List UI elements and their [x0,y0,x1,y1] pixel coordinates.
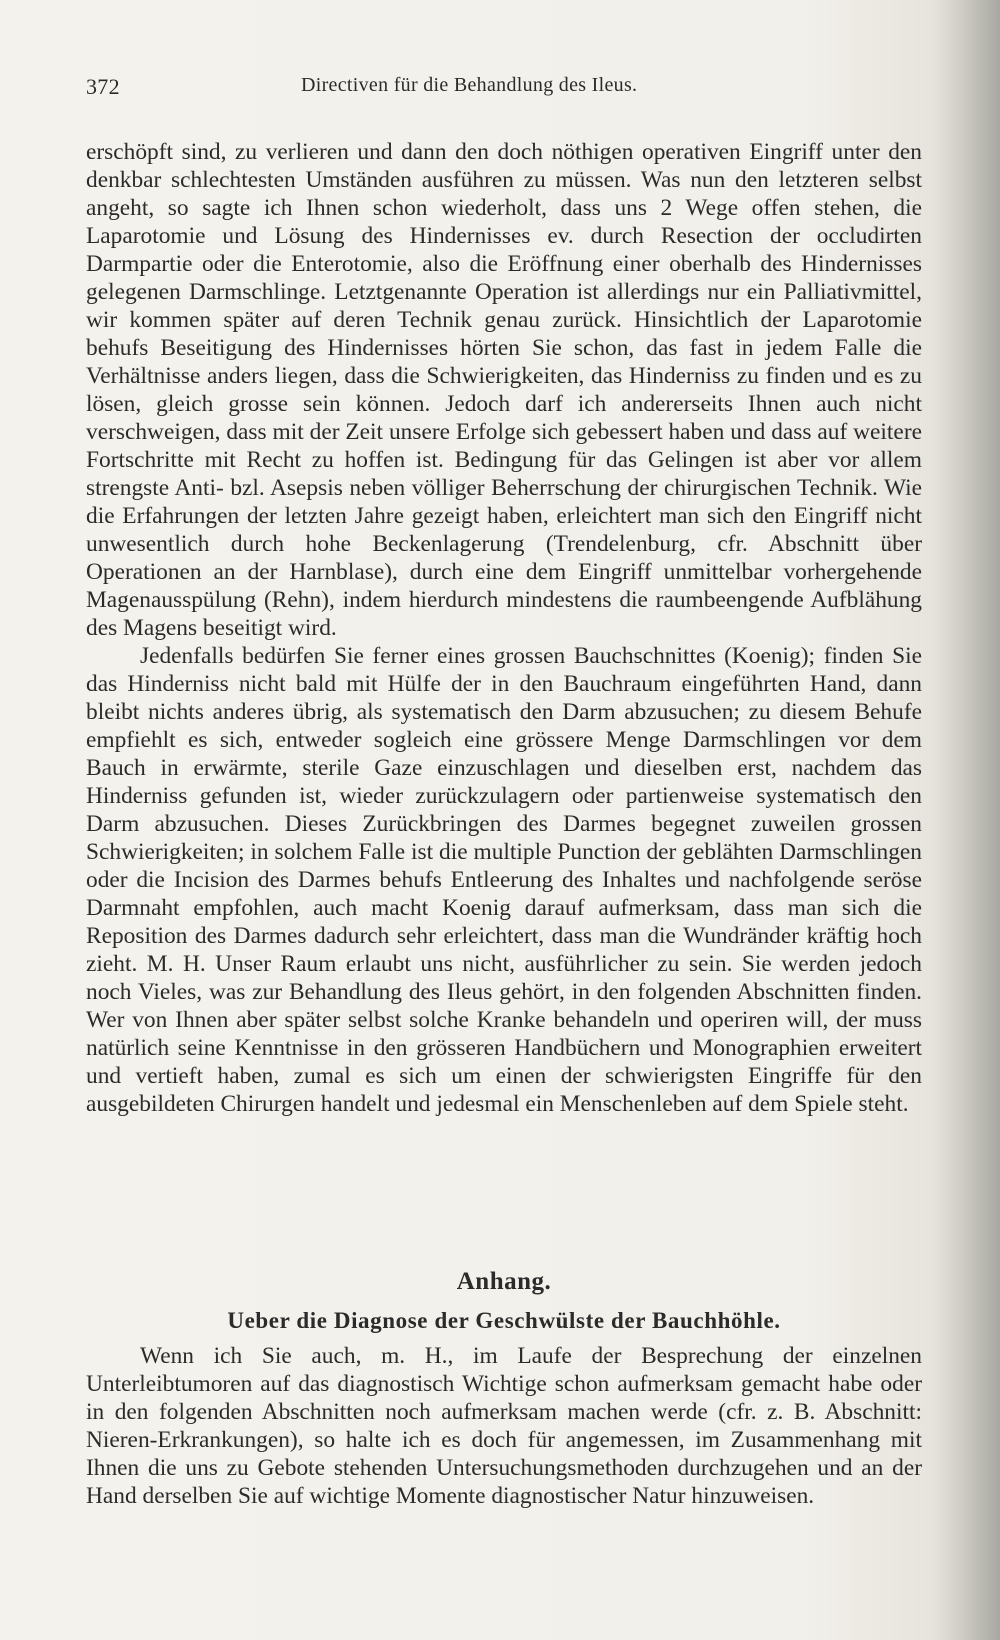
appendix-subtitle: Ueber die Diagnose der Geschwülste der Bauchhöhle. [227,1308,781,1333]
appendix-title: Anhang. [456,1268,552,1295]
appendix-section [86,1268,922,1510]
paragraph: Jedenfalls bedürfen Sie ferner eines grossen Bauchschnittes (Koenig); finden Sie das Hinderniss nicht bald mit Hülfe der in den Bauchraum eingeführten Hand, dann bleibt nichts anderes übrig, als systematisch den Darm abzusuchen; zu diesem Behufe empfiehlt es sich, entweder sogleich eine grössere Menge Darmschlingen vor dem Bauch in erwärmte, sterile Gaze einzuschlagen und dieselben erst, nachdem das Hinderniss gefunden ist, wieder zurückzulagern oder partienweise systematisch den Darm abzusuchen. Dieses Zurückbringen des Darmes begegnet zuweilen grossen Schwierigkeiten; in solchem Falle ist die multiple Punction der geblähten Darmschlingen oder die Incision des Darmes behufs Entleerung des Inhaltes und nachfolgende seröse Darmnaht empfohlen, auch macht Koenig darauf aufmerksam, dass man sich die Reposition des Darmes dadurch sehr erleichtert, dass man die Wundränder kräftig hoch zieht. M. H. Unser Raum erlaubt uns nicht, ausführlicher zu sein. Sie werden jedoch noch Vieles, was zur Behandlung des Ileus gehört, in den folgenden Abschnitten finden. Wer von Ihnen aber später selbst solche Kranke behandeln und operiren will, der muss natürlich seine Kenntnisse in den grösseren Handbüchern und Monographien erweitert und vertieft haben, zumal es sich um einen der schwierigsten Eingriffe für den ausgebildeten Chirurgen handelt und jedesmal ein Menschenleben auf dem Spiele steht. [86,643,922,1117]
paragraph: erschöpft sind, zu verlieren und dann den doch nöthigen operativen Eingriff unter den denkbar schlechtesten Umständen ausführen zu müssen. Was nun den letzteren selbst angeht, so sagte ich Ihnen schon wiederholt, dass uns 2 Wege offen stehen, die Laparotomie und Lösung des Hindernisses ev. durch Resection der occludirten Darmpartie oder die Enterotomie, also die Eröffnung einer oberhalb des Hindernisses gelegenen Darmschlinge. Letztgenannte Operation ist allerdings nur ein Palliativmittel, wir kommen später auf deren Technik genau zurück. Hinsichtlich der Laparotomie behufs Beseitigung des Hindernisses hörten Sie schon, das fast in jedem Falle die Verhältnisse anders liegen, dass die Schwierigkeiten, das Hinderniss zu finden und es zu lösen, gleich grosse sein können. Jedoch darf ich andererseits Ihnen auch nicht verschweigen, dass mit der Zeit unsere Erfolge sich gebessert haben und dass auf weitere Fortschritte mit Recht zu hoffen ist. Bedingung für das Gelingen ist aber vor allem strengste Anti- bzl. Asepsis neben völliger Beherrschung der chirurgischen Technik. Wie die Erfahrungen der letzten Jahre gezeigt haben, erleichtert man sich den Eingriff nicht unwesentlich durch hohe Beckenlagerung (Trendelenburg, cfr. Abschnitt über Operationen an der Harnblase), durch eine dem Eingriff unmittelbar vorhergehende Magenausspülung (Rehn), indem hierdurch mindestens die raumbeengende Aufblähung des Magens beseitigt wird. [86,139,922,641]
main-text [86,138,922,1118]
page-edge-shadow [930,0,1000,1640]
running-head: Directiven für die Behandlung des Ileus. [301,74,638,96]
page-number: 372 [86,74,120,99]
appendix-paragraph: Wenn ich Sie auch, m. H., im Laufe der Besprechung der einzelnen Unterleibtumoren auf das diagnostisch Wichtige schon aufmerksam gemacht habe oder in den folgenden Abschnitten noch aufmerksam machen werde (cfr. z. B. Abschnitt: Nieren-Erkrankungen), so halte ich es doch für angemessen, im Zusammenhang mit Ihnen die uns zu Gebote stehenden Untersuchungsmethoden durchzugehen und an der Hand derselben Sie auf wichtige Momente diagnostischer Natur hinzuweisen. [86,1343,922,1509]
